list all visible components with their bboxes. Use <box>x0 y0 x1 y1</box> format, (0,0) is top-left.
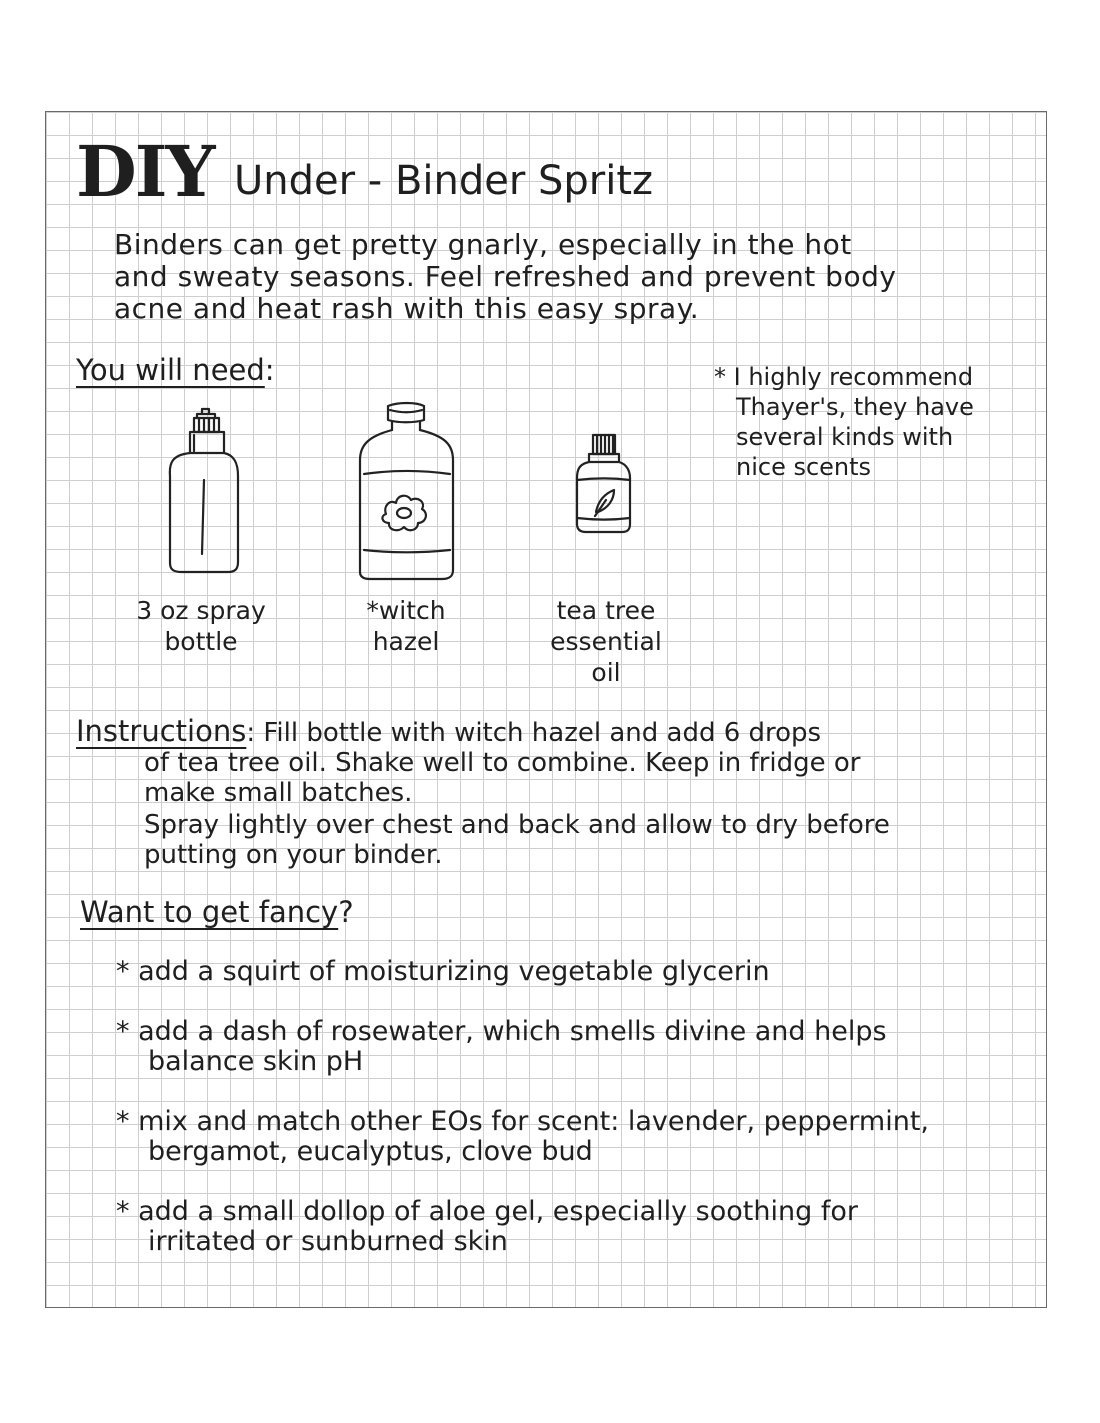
intro-line-1: Binders can get pretty gnarly, especially in the hot <box>114 228 852 261</box>
fancy-heading-row <box>80 895 354 929</box>
needs-heading: You will need <box>76 353 265 387</box>
fancy-bullet-2-continued: balance skin pH <box>148 1046 364 1077</box>
item-label-line: bottle <box>164 627 238 656</box>
instructions-line-5: putting on your binder. <box>144 840 443 870</box>
witch-hazel-bottle-icon <box>356 402 456 580</box>
fancy-bullet-1: * add a squirt of moisturizing vegetable glycerin <box>116 956 770 987</box>
intro-line-2: and sweaty seasons. Feel refreshed and prevent body <box>114 260 897 293</box>
fancy-bullet-3-continued: bergamot, eucalyptus, clove bud <box>148 1136 593 1167</box>
item-label-line: *witch <box>366 596 446 625</box>
fancy-bullet-3: * mix and match other EOs for scent: lavender, peppermint, <box>116 1106 929 1137</box>
fancy-bullet-4: * add a small dollop of aloe gel, especially soothing for <box>116 1196 858 1227</box>
instructions-heading-colon: : <box>246 718 256 748</box>
instructions-heading: Instructions <box>76 714 247 748</box>
note-line-4: nice scents <box>736 453 872 481</box>
page-title: Under - Binder Spritz <box>234 158 654 204</box>
title-diy: DIY <box>76 130 214 213</box>
note-line-3: several kinds with <box>736 423 954 451</box>
instructions-line-3: make small batches. <box>144 778 413 808</box>
instructions-first-row <box>76 714 821 750</box>
item-label-line: oil <box>591 658 621 687</box>
needs-heading-colon: : <box>264 353 275 387</box>
note-line-1: * I highly recommend <box>714 363 974 391</box>
item-label-witch-hazel <box>336 595 476 657</box>
instructions-line-1: Fill bottle with witch hazel and add 6 drops <box>263 718 822 748</box>
graph-paper-sheet <box>45 111 1047 1308</box>
essential-oil-bottle-icon <box>574 432 634 534</box>
item-label-spray-bottle <box>126 595 276 657</box>
fancy-heading: Want to get fancy <box>80 895 339 929</box>
item-label-line: essential <box>550 627 662 656</box>
needs-heading-row <box>76 353 275 387</box>
item-label-line: hazel <box>372 627 440 656</box>
intro-line-3: acne and heat rash with this easy spray. <box>114 292 700 325</box>
fancy-heading-question-mark: ? <box>338 895 354 929</box>
fancy-bullet-4-continued: irritated or sunburned skin <box>148 1226 508 1257</box>
item-label-tea-tree-oil <box>536 595 676 688</box>
spray-bottle-icon <box>164 408 244 574</box>
instructions-line-4: Spray lightly over chest and back and allow to dry before <box>144 810 890 840</box>
instructions-line-2: of tea tree oil. Shake well to combine. Keep in fridge or <box>144 748 861 778</box>
item-label-line: tea tree <box>556 596 656 625</box>
item-label-line: 3 oz spray <box>136 596 266 625</box>
note-line-2: Thayer's, they have <box>736 393 974 421</box>
fancy-bullet-2: * add a dash of rosewater, which smells divine and helps <box>116 1016 887 1047</box>
